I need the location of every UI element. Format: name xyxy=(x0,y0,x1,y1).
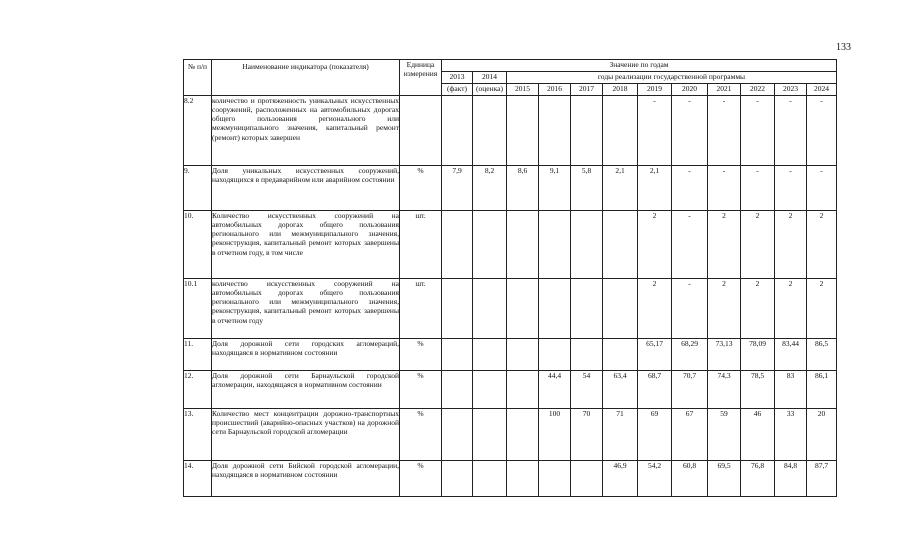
indicator-name: Количество мест концентрации дорожно-транспортных происшествий (аварийно-опасных участков) на дорожной сети Барнаульской городской агломерации xyxy=(212,409,400,461)
value-cell: 2 xyxy=(708,279,741,339)
row-number: 14. xyxy=(184,461,212,497)
year-header: 2018 xyxy=(603,84,638,96)
value-cell xyxy=(571,211,603,279)
row-number: 12. xyxy=(184,371,212,409)
value-cell xyxy=(507,461,539,497)
page-number: 133 xyxy=(836,42,851,53)
unit-cell: % xyxy=(400,166,442,211)
value-cell xyxy=(539,339,571,371)
value-cell: - xyxy=(672,96,708,166)
year-2014-note: (оценка) xyxy=(473,84,507,96)
indicator-name: Доля дорожной сети Барнаульской городской агломерации, находящаяся в нормативном состоянии xyxy=(212,371,400,409)
value-cell xyxy=(473,279,507,339)
table-row xyxy=(184,211,837,279)
value-cell: - xyxy=(807,96,837,166)
value-cell: - xyxy=(741,166,775,211)
value-cell xyxy=(539,461,571,497)
value-cell xyxy=(442,339,473,371)
value-cell: 76,8 xyxy=(741,461,775,497)
value-cell: - xyxy=(672,279,708,339)
value-cell xyxy=(603,211,638,279)
col-name-header: Наименование индикатора (показателя) xyxy=(212,60,400,96)
header-row-1 xyxy=(184,60,837,72)
indicator-name: Количество искусственных сооружений на автомобильных дорогах общего пользования регионального или межмуниципального значения, реконструкция, капитальный ремонт которых завершены в отчетном году, в том числе xyxy=(212,211,400,279)
unit-cell: % xyxy=(400,371,442,409)
table-row xyxy=(184,339,837,371)
value-cell: - xyxy=(775,166,807,211)
value-cell xyxy=(442,211,473,279)
value-cell xyxy=(473,211,507,279)
unit-cell: % xyxy=(400,461,442,497)
value-cell: 69,5 xyxy=(708,461,741,497)
value-cell: 63,4 xyxy=(603,371,638,409)
unit-cell: % xyxy=(400,339,442,371)
indicator-name: количество искусственных сооружений на автомобильных дорогах общего пользования регионального или межмуниципального значения, реконструкция, капитальный ремонт которых завершены в отчетном году xyxy=(212,279,400,339)
value-cell xyxy=(571,96,603,166)
value-cell: 2 xyxy=(807,211,837,279)
value-cell: 2 xyxy=(775,279,807,339)
value-cell xyxy=(442,409,473,461)
value-cell: 46,9 xyxy=(603,461,638,497)
value-cell: 69 xyxy=(638,409,672,461)
year-header: 2017 xyxy=(571,84,603,96)
value-cell: 2 xyxy=(741,279,775,339)
table-row xyxy=(184,279,837,339)
value-cell xyxy=(473,461,507,497)
table-row xyxy=(184,166,837,211)
value-cell: 33 xyxy=(775,409,807,461)
year-header: 2022 xyxy=(741,84,775,96)
unit-cell xyxy=(400,96,442,166)
value-cell: - xyxy=(672,166,708,211)
value-cell: 78,09 xyxy=(741,339,775,371)
value-cell: 70,7 xyxy=(672,371,708,409)
row-number: 9. xyxy=(184,166,212,211)
value-cell xyxy=(507,339,539,371)
value-cell xyxy=(539,96,571,166)
row-number: 11. xyxy=(184,339,212,371)
unit-cell: % xyxy=(400,409,442,461)
year-header: 2016 xyxy=(539,84,571,96)
value-cell: 8,6 xyxy=(507,166,539,211)
indicator-name: количество и протяженность уникальных искусственных сооружений, расположенных на автомобильных дорогах общего пользования регионального или межмуниципального значения, капитальный ремонт (ремонт) которых завершен xyxy=(212,96,400,166)
value-cell: 59 xyxy=(708,409,741,461)
value-cell: 78,5 xyxy=(741,371,775,409)
year-2013-note: (факт) xyxy=(442,84,473,96)
value-cell xyxy=(473,409,507,461)
value-cell xyxy=(507,279,539,339)
value-cell: 87,7 xyxy=(807,461,837,497)
value-cell: 54 xyxy=(571,371,603,409)
value-cell: - xyxy=(807,166,837,211)
year-header: 2021 xyxy=(708,84,741,96)
value-cell: - xyxy=(708,96,741,166)
value-cell xyxy=(442,96,473,166)
indicator-name: Доля дорожной сети городских агломераций, находящаяся в нормативном состоянии xyxy=(212,339,400,371)
value-cell: 44,4 xyxy=(539,371,571,409)
indicators-table xyxy=(183,59,837,497)
value-cell xyxy=(539,211,571,279)
value-cell: 5,8 xyxy=(571,166,603,211)
row-number: 8.2 xyxy=(184,96,212,166)
value-cell: 84,8 xyxy=(775,461,807,497)
year-2013: 2013 xyxy=(442,72,473,84)
value-cell xyxy=(507,409,539,461)
year-header: 2015 xyxy=(507,84,539,96)
value-cell: 70 xyxy=(571,409,603,461)
value-cell xyxy=(507,96,539,166)
value-cell: 9,1 xyxy=(539,166,571,211)
value-cell xyxy=(603,96,638,166)
value-cell: 2 xyxy=(741,211,775,279)
value-cell: - xyxy=(741,96,775,166)
row-number: 13. xyxy=(184,409,212,461)
value-cell: 8,2 xyxy=(473,166,507,211)
unit-cell: шт. xyxy=(400,211,442,279)
value-cell: 60,8 xyxy=(672,461,708,497)
value-cell: 2,1 xyxy=(638,166,672,211)
value-cell xyxy=(603,339,638,371)
value-cell xyxy=(507,371,539,409)
value-cell: 2 xyxy=(775,211,807,279)
value-cell: 2 xyxy=(638,279,672,339)
value-cell: 86,5 xyxy=(807,339,837,371)
year-header: 2023 xyxy=(775,84,807,96)
value-cell: 68,7 xyxy=(638,371,672,409)
value-cell: 100 xyxy=(539,409,571,461)
value-cell xyxy=(442,461,473,497)
value-cell xyxy=(473,339,507,371)
value-cell: 2,1 xyxy=(603,166,638,211)
value-cell: 54,2 xyxy=(638,461,672,497)
value-cell xyxy=(442,279,473,339)
year-2014: 2014 xyxy=(473,72,507,84)
value-cell xyxy=(507,211,539,279)
program-years-title: годы реализации государственной программы xyxy=(507,72,837,84)
value-cell: 65,17 xyxy=(638,339,672,371)
value-cell xyxy=(571,339,603,371)
value-cell: 74,3 xyxy=(708,371,741,409)
value-cell: 7,9 xyxy=(442,166,473,211)
values-title: Значение по годам xyxy=(442,60,837,72)
col-num-header: № п/п xyxy=(184,60,212,96)
unit-cell: шт. xyxy=(400,279,442,339)
value-cell: 86,1 xyxy=(807,371,837,409)
table-row xyxy=(184,409,837,461)
value-cell: 2 xyxy=(638,211,672,279)
value-cell: 71 xyxy=(603,409,638,461)
year-header: 2024 xyxy=(807,84,837,96)
value-cell: - xyxy=(638,96,672,166)
value-cell xyxy=(473,96,507,166)
col-unit-header: Единица измерения xyxy=(400,60,442,96)
indicator-name: Доля уникальных искусственных сооружений, находящихся в предаварийном или аварийном состоянии xyxy=(212,166,400,211)
value-cell: 2 xyxy=(807,279,837,339)
value-cell xyxy=(571,279,603,339)
value-cell xyxy=(473,371,507,409)
value-cell: 83,44 xyxy=(775,339,807,371)
value-cell: 20 xyxy=(807,409,837,461)
table-row xyxy=(184,96,837,166)
table-row xyxy=(184,461,837,497)
value-cell xyxy=(442,371,473,409)
value-cell: 73,13 xyxy=(708,339,741,371)
indicator-name: Доля дорожной сети Бийской городской агломерации, находящаяся в нормативном состоянии xyxy=(212,461,400,497)
year-header: 2020 xyxy=(672,84,708,96)
value-cell: - xyxy=(708,166,741,211)
value-cell: - xyxy=(775,96,807,166)
value-cell xyxy=(603,279,638,339)
value-cell xyxy=(571,461,603,497)
value-cell: 2 xyxy=(708,211,741,279)
value-cell: 67 xyxy=(672,409,708,461)
value-cell: - xyxy=(672,211,708,279)
value-cell: 46 xyxy=(741,409,775,461)
value-cell xyxy=(539,279,571,339)
value-cell: 83 xyxy=(775,371,807,409)
year-header: 2019 xyxy=(638,84,672,96)
table-row xyxy=(184,371,837,409)
value-cell: 68,29 xyxy=(672,339,708,371)
row-number: 10.1 xyxy=(184,279,212,339)
row-number: 10. xyxy=(184,211,212,279)
table-body xyxy=(184,96,837,497)
